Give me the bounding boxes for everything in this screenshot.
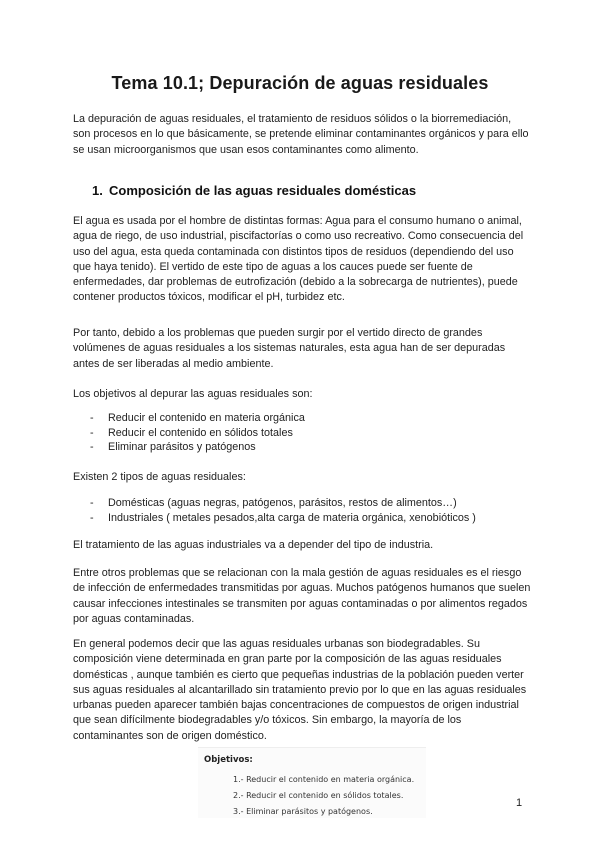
- list-item: - Eliminar parásitos y patógenos: [88, 440, 528, 455]
- paragraph-types-intro: Existen 2 tipos de aguas residuales:: [73, 471, 246, 483]
- section-number: 1.: [92, 183, 103, 198]
- list-item: - Domésticas (aguas negras, patógenos, parásitos, restos de alimentos…): [88, 496, 528, 511]
- paragraph-problems: Por tanto, debido a los problemas que pueden surgir por el vertido directo de grandes volúmenes de aguas residuales a los sistemas naturales, esta agua han de ser depuradas antes de ser liberadas al medio ambiente.: [73, 327, 506, 370]
- paragraph-water-uses: El agua es usada por el hombre de distintas formas: Agua para el consumo humano o animal, agua de riego, de uso industrial, piscifactorías o como uso recreativo. Como consecuencia del uso del agua, esta queda contaminada con distintos tipos de residuos (dependiendo del uso que haya tenido). El vertido de este tipo de aguas a los cauces puede ser fuente de enfermedades, dar problemas de eutrofización (debido a la sobrecarga de nutrientes), puede contener productos tóxicos, modificar el pH, turbidez etc.: [73, 215, 524, 304]
- paragraph-infection-risk: Entre otros problemas que se relacionan con la mala gestión de aguas residuales es el riesgo de infección de enfermedades transmitidas por aguas. Muchos patógenos humanos que suelen causar infecciones intestinales se transmiten por aguas contaminadas o por alimentos regados por aguas contaminadas.: [73, 567, 531, 625]
- paragraph-urban-waters: En general podemos decir que las aguas residuales urbanas son biodegradables. Su composición viene determinada en gran parte por la composición de las aguas residuales domésticas , aunque también es cierto que pequeñas industrias de la población pueden verter sus aguas residuales al alcantarillado sin tratamiento previo por lo que en las aguas residuales urbanas pueden aparecer también bajas concentraciones de compuestos de origen industrial que sean difícilmente biodegradables y/o tóxicos. Sin embargo, la mayoría de los contaminantes son de origen doméstico.: [73, 638, 527, 742]
- intro-paragraph: La depuración de aguas residuales, el tratamiento de residuos sólidos o la biorremediación, son procesos en lo que básicamente, se pretende eliminar contaminantes orgánicos y para ello se usan microorganismos que usan esos contaminantes como alimento.: [73, 113, 529, 156]
- objectives-list: [88, 411, 528, 455]
- objectives-box-list: [233, 772, 414, 820]
- paragraph-objectives-intro: Los objetivos al depurar las aguas residuales son:: [73, 388, 313, 400]
- objectives-box-title: Objetivos:: [204, 755, 253, 765]
- list-item: 1.- Reducir el contenido en materia orgánica.: [233, 775, 415, 784]
- list-item: - Reducir el contenido en materia orgánica: [88, 411, 528, 426]
- list-item: 3.- Eliminar parásitos y patógenos.: [233, 807, 373, 816]
- objectives-image-box: [198, 747, 426, 818]
- types-list: [88, 496, 528, 525]
- list-item: 2.- Reducir el contenido en sólidos totales.: [233, 791, 404, 800]
- paragraph-industrial: El tratamiento de las aguas industriales va a depender del tipo de industria.: [73, 539, 434, 551]
- list-item: - Reducir el contenido en sólidos totales: [88, 426, 528, 441]
- page-number: 1: [516, 797, 523, 809]
- list-item: - Industriales ( metales pesados,alta carga de materia orgánica, xenobióticos ): [88, 511, 528, 526]
- section-title: Composición de las aguas residuales domésticas: [109, 183, 417, 198]
- section-heading: [92, 183, 532, 198]
- page-title: Tema 10.1; Depuración de aguas residuales: [111, 73, 489, 93]
